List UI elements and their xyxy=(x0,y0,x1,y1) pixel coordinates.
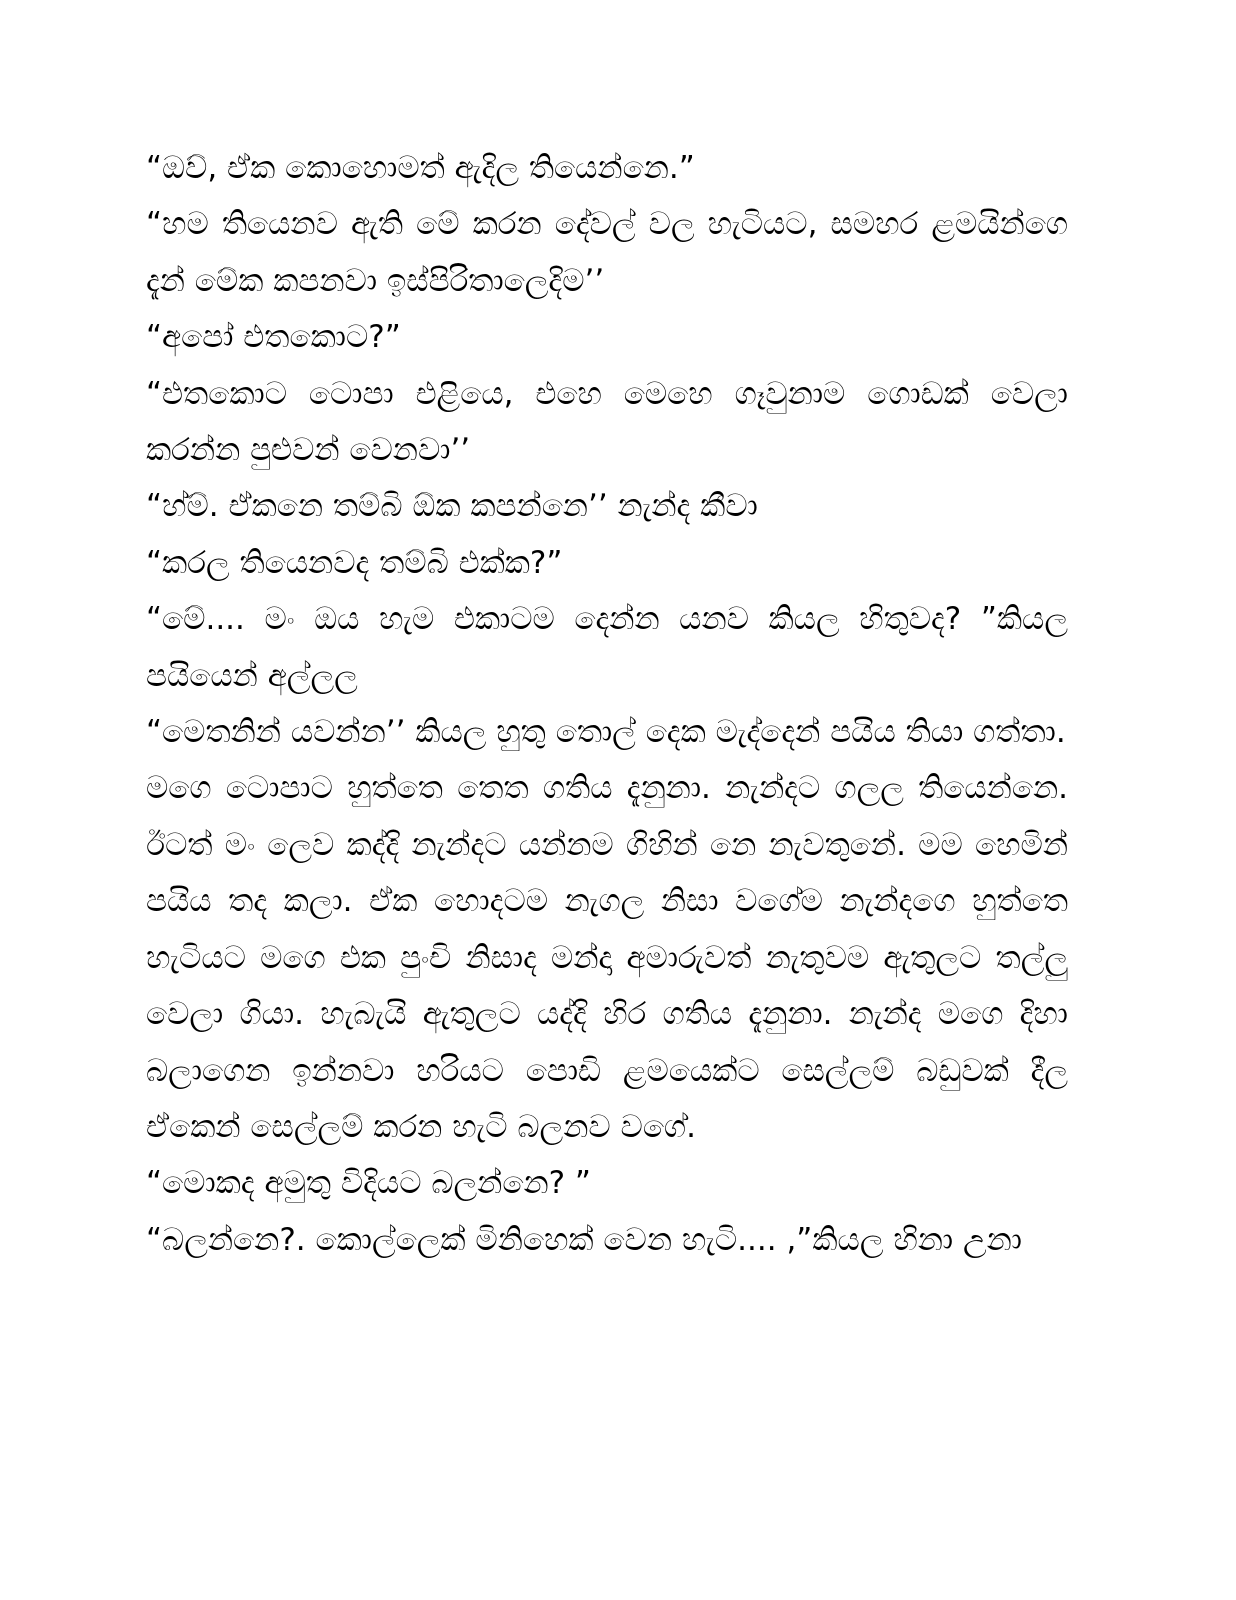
narrative-paragraph: මගෙ ටොපාට හුත්තෙ තෙත ගතිය දැනුනා. නැන්දට ගලල තියෙන්නෙ. ඊටත් මං ලෙව කද්දි නැන්දට යන්නම ගිහින් නෙ නැවතුනේ. මම හෙමින් පයිය තද කලා. ඒක හොදටම නැගල නිසා වගේම නැන්දගෙ හුත්තෙ හැටියට මගෙ එක පුංචි නිසාද මන්දා අමාරුවත් නැතුවම ඇතුලට තල්ලු වෙලා ගියා. හැබැයි ඇතුලට යද්දි හිර ගතිය දැනුනා. නැන්ද මගෙ දිහා බලාගෙන ඉන්නවා හරියට පොඩි ළමයෙක්ට සෙල්ලම් බඩුවක් දීල ඒකෙන් සෙල්ලම් කරන හැටි බලනව වගේ. xyxy=(146,770,1068,1145)
dialogue-line: “අපෝ එතකොට?” xyxy=(146,319,401,356)
dialogue-line: “මොකද අමුතු විදියට බලන්නෙ? ” xyxy=(146,1165,591,1202)
dialogue-line: “ඔව්, ඒක කොහොමත් ඇදිල තියෙන්නෙ.” xyxy=(146,150,695,186)
story-text xyxy=(146,140,1068,1268)
dialogue-line: “කරල තියෙනවද තම්බි එක්ක?” xyxy=(146,544,563,581)
dialogue-line: “එතකොට ටොපා එළියෙ, එහෙ මෙහෙ ගෑවුනාම ගොඩක් වෙලා කරන්න පුළුවන් වෙනවා’’ xyxy=(146,375,1068,469)
dialogue-line: “මෙතනින් යවන්න’’ කියල හුතු තොල් දෙක මැද්දෙන් පයිය තියා ගත්තා. xyxy=(146,714,1066,751)
dialogue-line: “හ්ම්. ඒකනෙ තම්බි ඕක කපන්නෙ’’ නැන්ද කීවා xyxy=(146,488,758,525)
dialogue-line: “මේ.... මං ඔය හැම එකාටම දෙන්න යනව කියල හිතුවද? ”කියල පයියෙන් අල්ලල xyxy=(146,601,1068,694)
dialogue-line: “හම තියෙනව ඇති මේ කරන දේවල් වල හැටියට, සමහර ළමයින්ගෙ දැන් මේක කපනවා ඉස්පිරිතාලෙදිම’’ xyxy=(146,206,1068,299)
dialogue-line: “බලන්නෙ?. කොල්ලෙක් මිනිහෙක් වෙන හැටි.... ,”කියල හිනා උනා xyxy=(146,1221,1022,1258)
